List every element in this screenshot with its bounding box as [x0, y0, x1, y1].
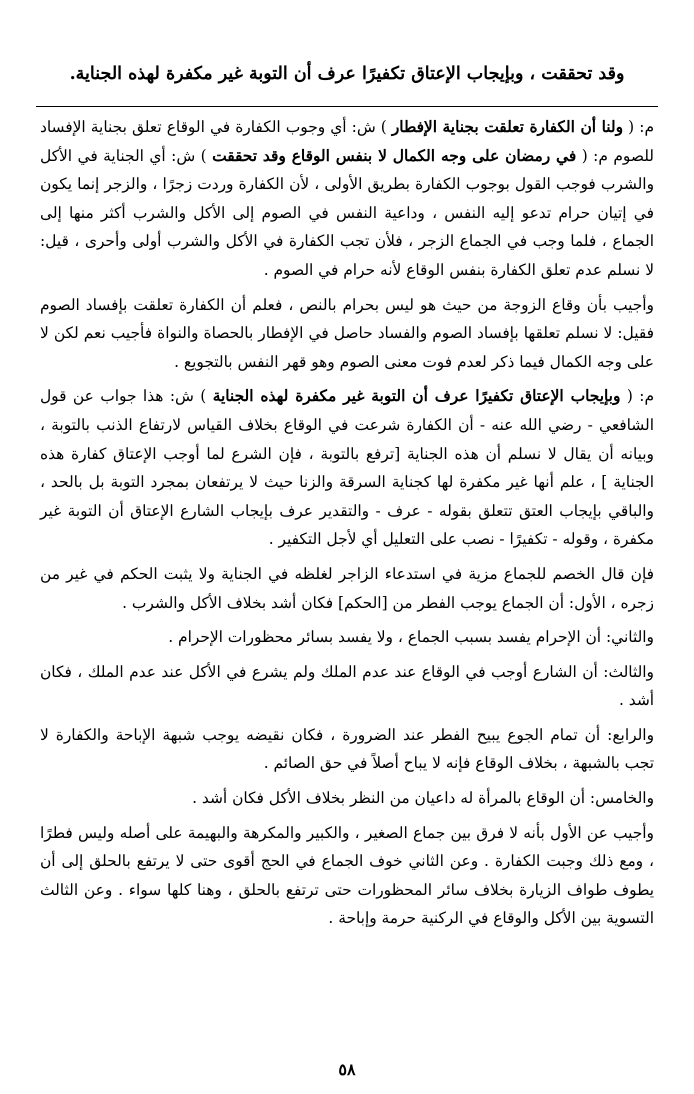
paragraph: [40, 658, 654, 715]
paragraph: [40, 560, 654, 617]
paragraph: [40, 721, 654, 778]
commentary-text: م: (: [620, 387, 654, 406]
commentary-text: ) ش: هذا جواب عن قول الشافعي - رضي الله عنه - أن الكفارة شرعت في الوقاع بخلاف القياس لارتفاع الذنب بالتوبة ، وبيانه أن يقال لا نسلم أن هذه الجناية [ترفع بالتوبة ، فإن الشرع لما أوجب الإعتاق كفارة هذه الجناية ] ، علم أنها غير مكفرة لها كجناية السرقة والزنا حيث لا يرتفعان بمجرد التوبة بل بالحد ، والباقي بإيجاب العتق تتعلق بقوله - عرف - والتقدير عرف بإيجاب الشارع الإعتاق أن التوبة غير مكفرة ، وقوله - تكفيرًا - نصب على التعليل أي لأجل التكفير .: [40, 387, 654, 549]
commentary-text: فإن قال الخصم للجماع مزية في استدعاء الزاجر لغلظه في الجناية ولا يثبت الحكم في غير من زجره ، الأول: أن الجماع يوجب الفطر من [الحكم] فكان أشد بخلاف الأكل والشرب .: [40, 564, 654, 612]
commentary-text: والخامس: أن الوقاع بالمرأة له داعيان من النظر بخلاف الأكل فكان أشد .: [192, 789, 654, 808]
paragraph: [40, 291, 654, 377]
paragraph: [40, 382, 654, 554]
paragraph: [40, 113, 654, 285]
commentary-text: والثالث: أن الشارع أوجب في الوقاع عند عدم الملك ولم يشرع في الأكل عند عدم الملك ، فكان أشد .: [40, 662, 654, 710]
matn-quote: وبإيجاب الإعتاق تكفيرًا عرف أن التوبة غير مكفرة لهذه الجناية: [212, 387, 621, 406]
header-divider: [36, 106, 658, 107]
page-number: ٥٨: [338, 1060, 356, 1079]
commentary-text: وأجيب بأن وقاع الزوجة من حيث هو ليس بحرام بالنص ، فعلم أن الكفارة تعلقت بإفساد الصوم فقيل: لا نسلم تعلقها بإفساد الصوم والفساد حاصل في الإفطار بالحصاة والنواة فأجيب نعم لكن لا على وجه الكمال فيما ذكر لعدم فوت معنى الصوم وهو قهر النفس بالتجويع .: [40, 295, 654, 371]
commentary-text: والثاني: أن الإحرام يفسد بسبب الجماع ، ولا يفسد بسائر محظورات الإحرام .: [168, 628, 654, 647]
matn-quote: ولنا أن الكفارة تعلقت بجناية الإفطار: [391, 118, 624, 136]
page-body: [40, 113, 654, 933]
commentary-text: والرابع: أن تمام الجوع يبيح الفطر عند الضرورة ، فكان نقيضه يوجب شبهة الإباحة والكفارة لا تجب بالشبهة ، بخلاف الوقاع فإنه لا يباح أصلاً في حق الصائم .: [40, 725, 654, 773]
matn-quote: في رمضان على وجه الكمال لا بنفس الوقاع وقد تحققت: [212, 146, 577, 165]
commentary-text: م: (: [623, 118, 654, 136]
commentary-text: ) ش: أي الجناية في الأكل والشرب فوجب القول بوجوب الكفارة بطريق الأولى ، لأن الكفارة وردت زجرًا ، والزجر إنما يكون في إتيان حرام تدعو إليه النفس ، وداعية النفس في الصوم إلى الأكل والشرب أكثر منها إلى الجماع ، فلما وجب في الجماع الزجر ، فلأن تجب الكفارة في الأكل والشرب أولى وأحرى ، قيل: لا نسلم عدم تعلق الكفارة بنفس الوقاع لأنه حرام في الصوم .: [40, 146, 654, 279]
paragraph: [40, 819, 654, 933]
running-header: وقد تحققت ، وبإيجاب الإعتاق تكفيرًا عرف أن التوبة غير مكفرة لهذه الجناية.: [69, 64, 625, 84]
paragraph: [40, 623, 654, 652]
commentary-text: ) ش: أي وجوب الكفارة في الوقاع تعلق بجناية الإفساد للصوم م: (: [40, 118, 654, 165]
commentary-text: وأجيب عن الأول بأنه لا فرق بين جماع الصغير ، والكبير والمكرهة والبهيمة على أصله وليس فطرًا ، ومع ذلك وجبت الكفارة . وعن الثاني خوف الجماع في الحج أقوى حتى لا يرتفع بالحلق إلى أن يطوف طواف الزيارة بخلاف سائر المحظورات حتى ترتفع بالحلق ، وهنا كلها سواء . وعن الثالث التسوية بين الأكل والوقاع في الركنية حرمة وإباحة .: [40, 823, 654, 928]
paragraph: [40, 784, 654, 813]
